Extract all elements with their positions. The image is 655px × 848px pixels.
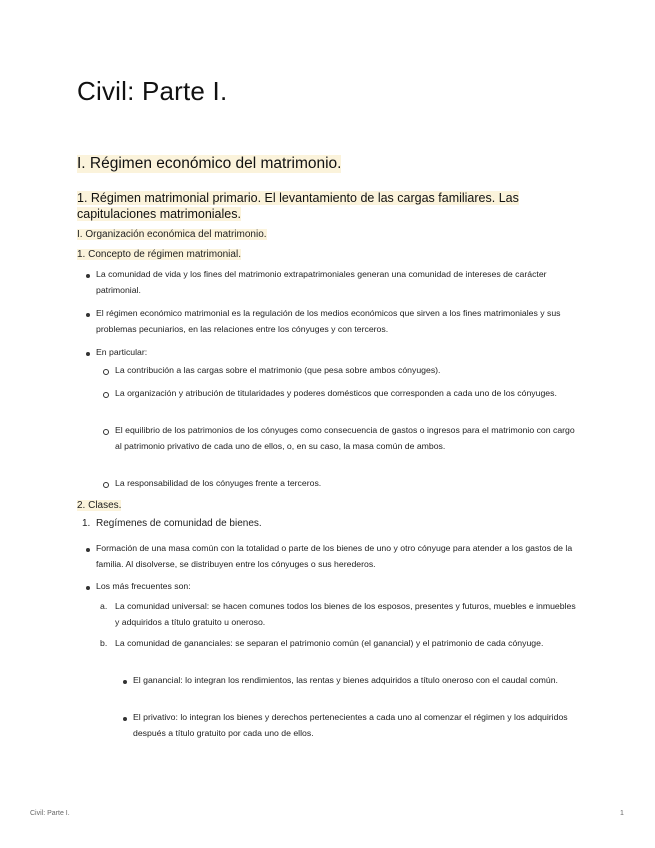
- bullet-marker: [123, 717, 127, 721]
- section-heading-2: [77, 190, 577, 222]
- section-2-heading: [77, 499, 121, 513]
- footer-title: Civil: Parte I.: [30, 810, 70, 817]
- sub-list-item: El equilibrio de los patrimonios de los cónyuges como consecuencia de gastos o ingresos para el matrimonio con cargo al patrimonio privativo de cada uno de ellos, o, en su caso, la masa común de ambos.: [115, 425, 575, 451]
- list-item: En particular:: [96, 347, 148, 357]
- sub-bullet-marker: [103, 369, 109, 375]
- sub-list-item: La responsabilidad de los cónyuges frente a terceros.: [115, 478, 322, 488]
- list-item: Los más frecuentes son:: [96, 581, 191, 591]
- sub-bullet-marker: [103, 482, 109, 488]
- list-item: La comunidad de vida y los fines del matrimonio extrapatrimoniales generan una comunidad de intereses de carácter patrimonial.: [96, 269, 547, 295]
- sub-bullet-marker: [103, 429, 109, 435]
- sub-list-item: La organización y atribución de titularidades y poderes domésticos que corresponden a cada uno de los cónyuges.: [115, 388, 557, 398]
- list-item: Formación de una masa común con la totalidad o parte de los bienes de uno y otro cónyuge para atender a los gastos de la familia. Al disolverse, se distribuyen entre los cónyuges o sus herederos.: [96, 543, 573, 569]
- numbered-item: Regímenes de comunidad de bienes.: [96, 518, 262, 529]
- alpha-marker: a.: [100, 601, 108, 611]
- heading-3-text: I. Organización económica del matrimonio.: [77, 229, 267, 240]
- nested-list-item: El privativo: lo integran los bienes y derechos pertenecientes a cada uno al comenzar el régimen y los adquiridos después a título gratuito por cada uno de ellos.: [133, 712, 568, 738]
- bullet-marker: [86, 548, 90, 552]
- bullet-marker: [86, 352, 90, 356]
- alpha-item: La comunidad de gananciales: se separan el patrimonio común (el ganancial) y el patrimonio de cada cónyuge.: [115, 638, 544, 648]
- bullet-marker: [123, 680, 127, 684]
- alpha-item: La comunidad universal: se hacen comunes todos los bienes de los esposos, presentes y futuros, muebles e inmuebles y adquiridos a título gratuito u oneroso.: [115, 601, 576, 627]
- alpha-marker: b.: [100, 638, 108, 648]
- heading-2-text: 1. Régimen matrimonial primario. El levantamiento de las cargas familiares. Las capitulaciones matrimoniales.: [77, 191, 519, 221]
- nested-list-item: El ganancial: lo integran los rendimientos, las rentas y bienes adquiridos a título oneroso con el caudal común.: [133, 675, 558, 685]
- numbered-marker: 1.: [82, 518, 91, 529]
- sub-bullet-marker: [103, 392, 109, 398]
- bullet-marker: [86, 313, 90, 317]
- bullet-marker: [86, 274, 90, 278]
- list-item: El régimen económico matrimonial es la regulación de los medios económicos que sirven a los fines matrimoniales y sus problemas pecuniarios, en las relaciones entre los cónyuges y con terceros.: [96, 308, 561, 334]
- subsection-heading: [77, 228, 267, 242]
- sub-list-item: La contribución a las cargas sobre el matrimonio (que pesa sobre ambos cónyuges).: [115, 365, 441, 375]
- bullet-marker: [86, 586, 90, 590]
- section-2-text: 2. Clases.: [77, 500, 122, 511]
- page-number: 1: [620, 810, 624, 817]
- page-title: Civil: Parte I.: [77, 76, 228, 106]
- heading-4-text: 1. Concepto de régimen matrimonial.: [77, 249, 241, 260]
- concept-heading: [77, 248, 241, 262]
- section-heading-1: I. Régimen económico del matrimonio.: [77, 155, 342, 172]
